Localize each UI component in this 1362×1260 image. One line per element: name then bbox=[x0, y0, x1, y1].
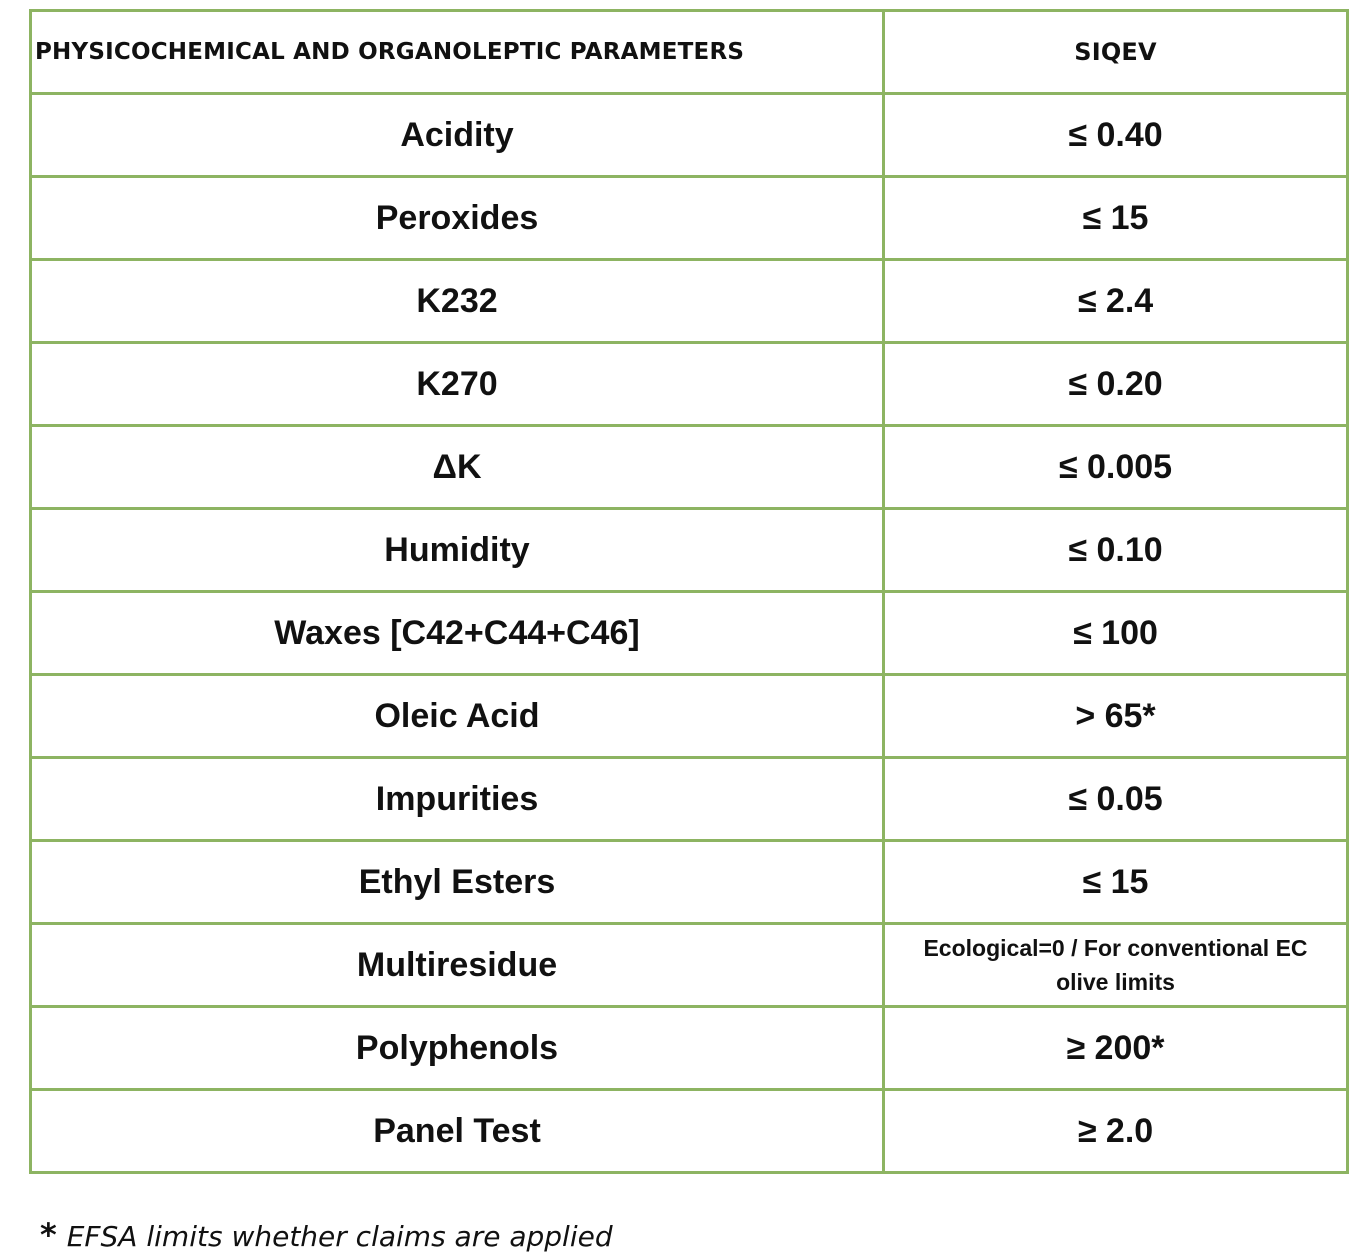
table-row bbox=[31, 343, 1348, 426]
parameter-name: Oleic Acid bbox=[31, 675, 884, 758]
parameter-name: K232 bbox=[31, 260, 884, 343]
parameter-name: Waxes [C42+C44+C46] bbox=[31, 592, 884, 675]
parameter-value bbox=[884, 924, 1348, 1007]
table-row bbox=[31, 924, 1348, 1007]
parameter-name: Humidity bbox=[31, 509, 884, 592]
parameter-name: Impurities bbox=[31, 758, 884, 841]
table-row bbox=[31, 592, 1348, 675]
multiresidue-value-text: Ecological=0 / For conventional EC olive limits bbox=[923, 935, 1308, 995]
table-row bbox=[31, 758, 1348, 841]
parameter-name: K270 bbox=[31, 343, 884, 426]
table-row bbox=[31, 675, 1348, 758]
parameter-value: ≤ 100 bbox=[884, 592, 1348, 675]
parameter-value: ≤ 0.05 bbox=[884, 758, 1348, 841]
parameter-value: ≤ 2.4 bbox=[884, 260, 1348, 343]
parameter-value: ≥ 2.0 bbox=[884, 1090, 1348, 1173]
column-header-parameters: PHYSICOCHEMICAL AND ORGANOLEPTIC PARAMETERS bbox=[31, 11, 884, 94]
parameter-value: ≤ 0.40 bbox=[884, 94, 1348, 177]
parameter-value: ≤ 0.005 bbox=[884, 426, 1348, 509]
parameter-name: Multiresidue bbox=[31, 924, 884, 1007]
parameter-value: ≤ 0.20 bbox=[884, 343, 1348, 426]
column-header-siqev: SIQEV bbox=[884, 11, 1348, 94]
table-header-row bbox=[31, 11, 1348, 94]
footnote bbox=[40, 1216, 613, 1254]
parameter-value: ≤ 15 bbox=[884, 177, 1348, 260]
table-row bbox=[31, 94, 1348, 177]
footnote-asterisk: * bbox=[40, 1216, 57, 1254]
parameter-name: Polyphenols bbox=[31, 1007, 884, 1090]
table-row bbox=[31, 1090, 1348, 1173]
parameter-name: Peroxides bbox=[31, 177, 884, 260]
table-row bbox=[31, 1007, 1348, 1090]
parameter-value: ≤ 15 bbox=[884, 841, 1348, 924]
table-row bbox=[31, 841, 1348, 924]
parameter-name: Panel Test bbox=[31, 1090, 884, 1173]
parameter-value: > 65* bbox=[884, 675, 1348, 758]
table-row bbox=[31, 260, 1348, 343]
table-row bbox=[31, 509, 1348, 592]
parameter-name: Acidity bbox=[31, 94, 884, 177]
parameter-name: ΔK bbox=[31, 426, 884, 509]
parameter-name: Ethyl Esters bbox=[31, 841, 884, 924]
parameter-value: ≤ 0.10 bbox=[884, 509, 1348, 592]
table-row bbox=[31, 426, 1348, 509]
footnote-text: EFSA limits whether claims are applied bbox=[66, 1220, 613, 1253]
parameter-value: ≥ 200* bbox=[884, 1007, 1348, 1090]
parameters-table bbox=[29, 9, 1349, 1174]
table-row bbox=[31, 177, 1348, 260]
